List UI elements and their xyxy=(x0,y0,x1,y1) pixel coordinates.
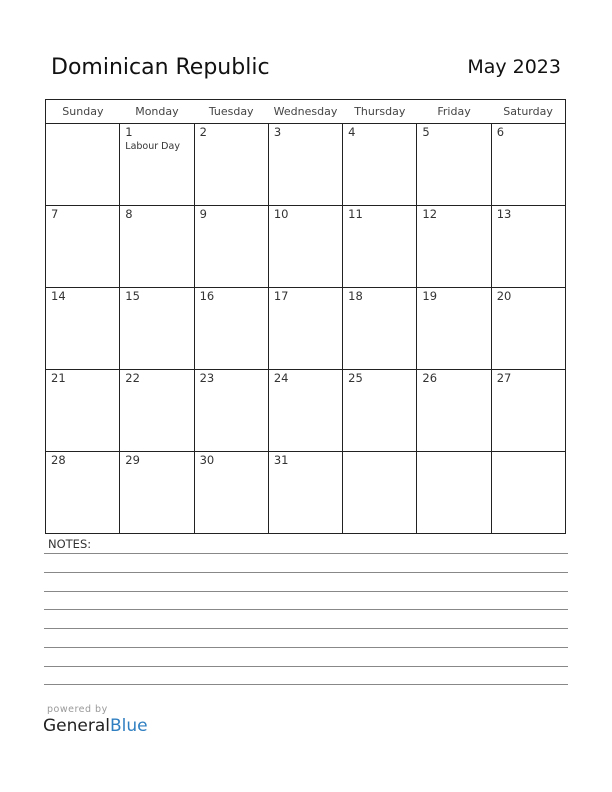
day-cell xyxy=(194,206,268,288)
day-cell xyxy=(417,288,491,370)
notes-line xyxy=(44,647,568,648)
day-number: 2 xyxy=(199,125,207,139)
day-cell xyxy=(491,124,565,206)
day-number: 15 xyxy=(125,289,140,303)
day-cell xyxy=(417,206,491,288)
day-cell xyxy=(343,452,417,534)
day-number: 20 xyxy=(496,289,512,303)
day-number: 6 xyxy=(496,125,505,139)
day-cell xyxy=(343,288,417,370)
day-cell xyxy=(417,124,491,206)
day-number: 31 xyxy=(273,453,289,467)
day-number: 5 xyxy=(422,125,430,139)
day-cell xyxy=(491,370,565,452)
day-cell xyxy=(46,288,120,370)
notes-line xyxy=(44,591,568,592)
day-cell xyxy=(46,206,120,288)
day-number: 11 xyxy=(348,207,363,221)
day-cell xyxy=(46,124,120,206)
day-number: 9 xyxy=(199,207,207,221)
week-row xyxy=(46,206,566,288)
holiday-label: Labour Day xyxy=(125,141,180,152)
weekday-monday: Monday xyxy=(120,100,194,124)
day-number: 28 xyxy=(51,453,66,467)
day-number: 25 xyxy=(348,371,363,385)
week-row xyxy=(46,288,566,370)
day-cell xyxy=(194,124,268,206)
day-cell xyxy=(491,288,565,370)
weekday-friday: Friday xyxy=(417,100,491,124)
notes-line xyxy=(44,684,568,685)
weekday-saturday: Saturday xyxy=(491,100,565,124)
day-number: 8 xyxy=(125,207,133,221)
day-number: 1 xyxy=(125,125,133,139)
day-number: 22 xyxy=(125,371,140,385)
day-number: 12 xyxy=(422,207,438,221)
day-cell xyxy=(491,206,565,288)
notes-line xyxy=(44,666,568,667)
powered-by-text: powered by xyxy=(47,704,108,715)
day-cell xyxy=(120,370,194,452)
day-cell xyxy=(417,370,491,452)
day-cell xyxy=(343,370,417,452)
day-cell xyxy=(194,370,268,452)
day-cell xyxy=(343,206,417,288)
day-cell xyxy=(268,124,342,206)
day-cell xyxy=(46,370,120,452)
day-number: 21 xyxy=(51,371,66,385)
notes-line xyxy=(44,628,568,629)
day-cell xyxy=(268,452,342,534)
day-number: 17 xyxy=(273,289,289,303)
day-number: 26 xyxy=(422,371,438,385)
weekday-sunday: Sunday xyxy=(46,100,120,124)
day-cell xyxy=(194,288,268,370)
notes-line xyxy=(44,572,568,573)
day-number: 29 xyxy=(125,453,140,467)
day-cell xyxy=(268,206,342,288)
day-number: 4 xyxy=(348,125,356,139)
weekday-header-row xyxy=(46,100,566,124)
day-number: 3 xyxy=(273,125,282,139)
day-cell xyxy=(120,452,194,534)
notes-label: NOTES: xyxy=(48,537,92,551)
day-number: 16 xyxy=(199,289,215,303)
month-year-title: May 2023 xyxy=(467,56,561,78)
day-cell xyxy=(46,452,120,534)
day-number: 23 xyxy=(199,371,215,385)
day-cell xyxy=(268,370,342,452)
day-number: 7 xyxy=(51,207,59,221)
day-number: 13 xyxy=(496,207,512,221)
day-cell xyxy=(417,452,491,534)
week-row xyxy=(46,124,566,206)
day-cell xyxy=(120,124,194,206)
day-cell xyxy=(194,452,268,534)
day-cell xyxy=(120,288,194,370)
day-number: 30 xyxy=(199,453,215,467)
weekday-wednesday: Wednesday xyxy=(268,100,342,124)
day-cell xyxy=(343,124,417,206)
weekday-tuesday: Tuesday xyxy=(194,100,268,124)
logo-blue: Blue xyxy=(110,716,148,736)
notes-line xyxy=(44,553,568,554)
weekday-thursday: Thursday xyxy=(343,100,417,124)
day-number: 14 xyxy=(51,289,66,303)
calendar-grid xyxy=(45,99,566,534)
week-row xyxy=(46,452,566,534)
generalblue-logo xyxy=(43,716,148,736)
day-number: 24 xyxy=(273,371,289,385)
logo-general: General xyxy=(43,716,110,736)
day-number: 19 xyxy=(422,289,438,303)
day-cell xyxy=(268,288,342,370)
country-title: Dominican Republic xyxy=(51,55,270,80)
day-number: 27 xyxy=(496,371,512,385)
day-number: 18 xyxy=(348,289,363,303)
notes-line xyxy=(44,609,568,610)
week-row xyxy=(46,370,566,452)
day-number: 10 xyxy=(273,207,289,221)
day-cell xyxy=(120,206,194,288)
day-cell xyxy=(491,452,565,534)
